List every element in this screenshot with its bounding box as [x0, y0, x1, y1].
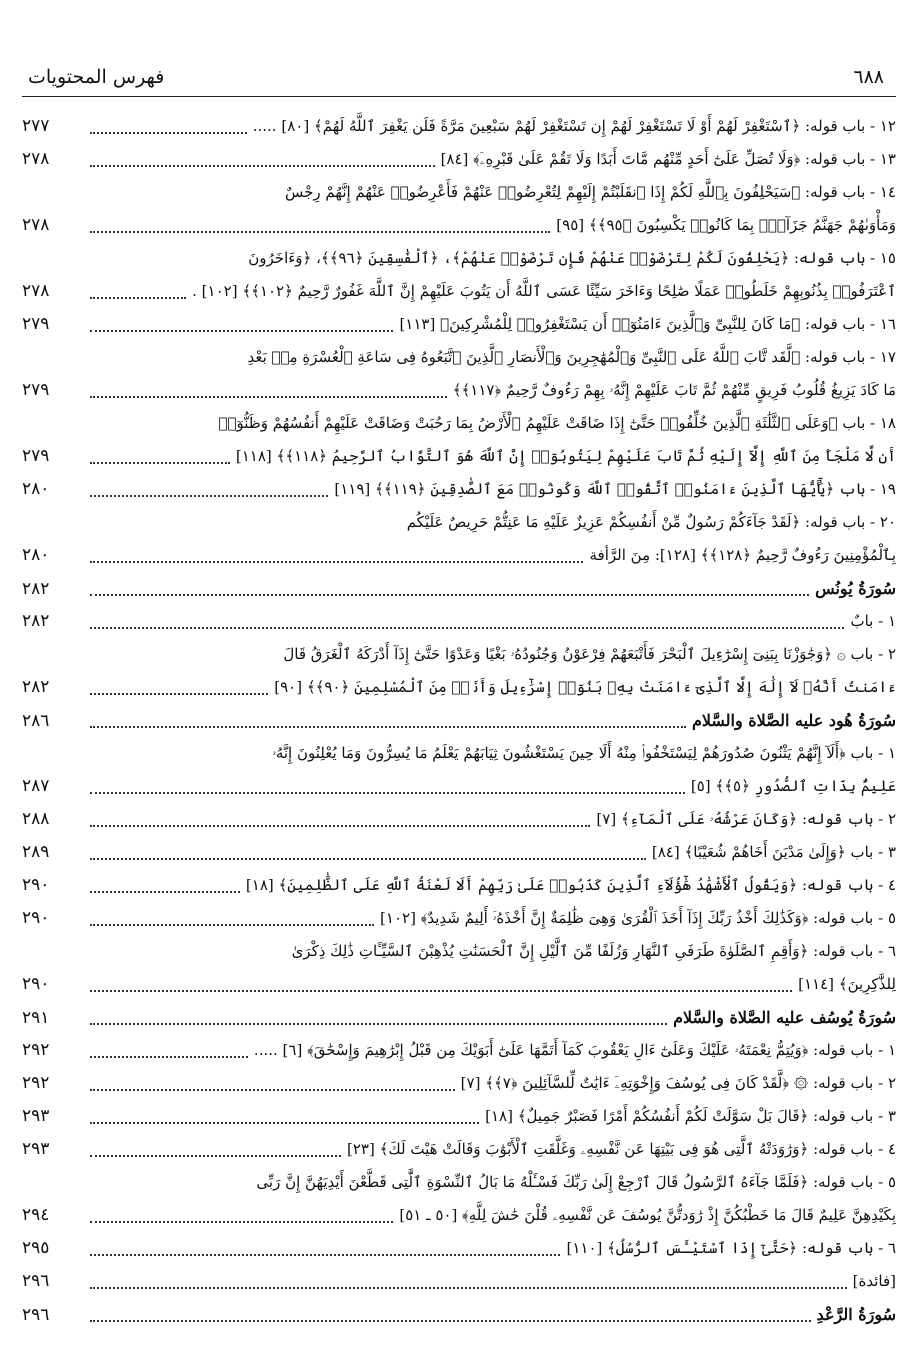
toc-line-text: ١٧ - باب قوله: ﴿لَّقَد تَّابَ ٱللَّهُ عَلَى ٱلنَّبِىِّ وَٱلْمُهَٰجِرِينَ وَٱلْأَنصَارِ ٱلَّذِينَ ٱتَّبَعُوهُ فِى سَاعَةِ ٱلْعُسْرَةِ مِنۢ بَعْدِ — [247, 348, 896, 366]
toc-line — [22, 1001, 896, 1034]
toc-page-number: ٢٧٩ — [22, 380, 50, 400]
dot-leader — [90, 1023, 667, 1025]
dot-leader — [90, 330, 393, 332]
toc-line-text: ٣ - باب ﴿وَإِلَىٰ مَدْيَنَ أَخَاهُمْ شُعَيْبًا﴾ [٨٤] — [651, 843, 896, 861]
toc-line — [22, 869, 896, 902]
dot-leader — [90, 396, 447, 398]
toc-entry — [22, 803, 896, 836]
toc-line-text: ١ - باب ﴿أَلَآ إِنَّهُمْ يَثْنُونَ صُدُورَهُمْ لِيَسْتَخْفُوا۟ مِنْهُ أَلَا حِينَ يَسْتَغْشُونَ ثِيَابَهُمْ يَعْلَمُ مَا يُسِرُّونَ وَمَا يُعْلِنُونَ إِنَّهُۥ — [272, 744, 896, 762]
dot-leader — [90, 165, 435, 167]
dot-leader — [90, 594, 809, 596]
toc-entry — [22, 1100, 896, 1133]
dot-leader — [90, 1056, 248, 1058]
toc-sura-heading — [22, 704, 896, 737]
toc-entry — [22, 638, 896, 704]
toc-line-text: سُورَةُ هُود عليه الصَّلاة والسَّلام — [691, 711, 896, 730]
toc-line-text: بِٱلْمُؤْمِنِينَ رَءُوفٌ رَّحِيمٌ ﴿١٢٨﴾﴾ [١٢٨]: مِنَ الرَّأفة — [589, 546, 896, 564]
toc-line — [22, 242, 896, 275]
toc-entry — [22, 869, 896, 902]
toc-line-text: عَلِيمٌۢ بِذَاتِ ٱلصُّدُورِ ﴿٥﴾﴾ [٥] — [690, 777, 896, 795]
dot-leader — [90, 561, 583, 563]
toc-page-number: ٢٨٩ — [22, 842, 50, 862]
toc-line-text: سُورَةُ يُوسُف عليه الصَّلاة والسَّلام — [673, 1008, 896, 1027]
toc-entry — [22, 836, 896, 869]
toc-line — [22, 671, 896, 704]
toc-line-text: ٥ - باب قوله: ﴿فَلَمَّا جَآءَهُ ٱلرَّسُولُ قَالَ ٱرْجِعْ إِلَىٰ رَبِّكَ فَسْـَٔلْهُ مَا بَالُ ٱلنِّسْوَةِ ٱلَّٰتِى قَطَّعْنَ أَيْدِيَهُنَّ إِنَّ رَبِّى — [256, 1173, 896, 1191]
dot-leader — [90, 726, 686, 728]
running-title: فهرس المحتويات — [28, 66, 165, 88]
dot-leader — [90, 924, 374, 926]
dot-leader — [90, 495, 328, 497]
toc-line — [22, 308, 896, 341]
toc-line — [22, 803, 896, 836]
toc-line — [22, 704, 896, 737]
dot-leader — [90, 1287, 847, 1289]
toc-page-number: ٢٩٠ — [22, 875, 50, 895]
dot-leader — [90, 1320, 811, 1322]
toc-line-text: سُورَةُ الرَّعْدِ — [816, 1305, 896, 1324]
toc-line — [22, 836, 896, 869]
dot-leader — [90, 891, 240, 893]
toc-page-number: ٢٩٢ — [22, 1040, 50, 1060]
toc-line — [22, 275, 896, 308]
toc-line-text: ٢٠ - باب قوله: ﴿لَقَدْ جَآءَكُمْ رَسُولٌ مِّنْ أَنفُسِكُمْ عَزِيزٌ عَلَيْهِ مَا عَنِتُّمْ حَرِيصٌ عَلَيْكُم — [406, 513, 896, 531]
toc-entry — [22, 506, 896, 572]
toc-line-text: سُورَةُ يُونُس — [815, 579, 896, 598]
dot-leader — [90, 1254, 560, 1256]
dot-leader — [90, 297, 186, 299]
toc-line — [22, 737, 896, 770]
dot-leader — [90, 792, 685, 794]
toc-line — [22, 605, 896, 638]
toc-entry — [22, 737, 896, 803]
toc-line-text: ١٩ - باب ﴿يَٰٓأَيُّهَا ٱلَّذِينَ ءَامَنُوا۟ ٱتَّقُوا۟ ٱللَّهَ وَكُونُوا۟ مَعَ ٱلصَّٰدِقِينَ ﴿١١٩﴾﴾ [١١٩] — [334, 480, 896, 498]
dot-leader — [90, 693, 268, 695]
toc-page-number: ٢٧٩ — [22, 314, 50, 334]
toc-page-number: ٢٧٩ — [22, 446, 50, 466]
toc-line-text: أَن لَّا مَلْجَأَ مِنَ ٱللَّهِ إِلَّآ إِلَيْهِ ثُمَّ تَابَ عَلَيْهِمْ لِيَتُوبُوٓا۟ إِنَّ ٱللَّهَ هُوَ ٱلتَّوَّابُ ٱلرَّحِيمُ ﴿١١٨﴾﴾ [١١٨] — [235, 447, 896, 465]
toc-page-number: ٢٩٤ — [22, 1205, 50, 1225]
dot-leader — [90, 990, 792, 992]
toc-line-text: ١ - بابٌ — [850, 612, 896, 630]
toc-line — [22, 374, 896, 407]
toc-line-text: ٤ - باب قوله: ﴿وَيَقُولُ ٱلْأَشْهَٰدُ هَٰٓؤُلَآءِ ٱلَّذِينَ كَذَبُوا۟ عَلَىٰ رَبِّهِمْ أَلَا لَعْنَةُ ٱللَّهِ عَلَى ٱلظَّٰلِمِينَ﴾ [١٨] — [245, 876, 896, 894]
toc-line — [22, 473, 896, 506]
toc-line — [22, 1067, 896, 1100]
toc-entry — [22, 1265, 896, 1298]
toc-entry — [22, 935, 896, 1001]
toc-page-number: ٢٧٨ — [22, 281, 50, 301]
toc-line-text: ١٦ - باب قوله: ﴿مَا كَانَ لِلنَّبِىِّ وَٱلَّذِينَ ءَامَنُوٓا۟ أَن يَسْتَغْفِرُوا۟ لِلْمُشْرِكِينَ﴾ [١١٣] — [399, 315, 896, 333]
table-of-contents — [22, 110, 896, 1331]
toc-line — [22, 1133, 896, 1166]
toc-page-number: ٢٧٨ — [22, 215, 50, 235]
toc-page-number: ٢٩٠ — [22, 908, 50, 928]
toc-page-number: ٢٨٢ — [22, 611, 50, 631]
toc-page-number: ٢٨٧ — [22, 776, 50, 796]
dot-leader — [90, 231, 550, 233]
toc-entry — [22, 176, 896, 242]
toc-page-number: ٢٩١ — [22, 1008, 50, 1028]
toc-sura-heading — [22, 1298, 896, 1331]
toc-line-text: ٦ - باب قوله: ﴿وَأَقِمِ ٱلصَّلَوٰةَ طَرَفَىِ ٱلنَّهَارِ وَزُلَفًا مِّنَ ٱلَّيْلِ إِنَّ ٱلْحَسَنَٰتِ يُذْهِبْنَ ٱلسَّيِّـَٔاتِ ذَٰلِكَ ذِكْرَىٰ — [291, 942, 896, 960]
toc-page-number: ٢٨٢ — [22, 579, 50, 599]
toc-page-number: ٢٨٠ — [22, 545, 50, 565]
toc-entry — [22, 110, 896, 143]
toc-page-number: ٢٩٦ — [22, 1271, 50, 1291]
toc-line — [22, 1298, 896, 1331]
toc-line-text: ءَامَنتُ أَنَّهُۥ لَآ إِلَٰهَ إِلَّا ٱلَّذِىٓ ءَامَنَتْ بِهِۦ بَنُوٓا۟ إِسْرَٰٓءِيلَ وَأَنَا۠ مِنَ ٱلْمُسْلِمِينَ ﴿٩٠﴾﴾ [٩٠] — [274, 678, 896, 696]
toc-entry — [22, 1034, 896, 1067]
toc-line — [22, 1100, 896, 1133]
toc-line-text: ٣ - باب قوله: ﴿قَالَ بَلْ سَوَّلَتْ لَكُمْ أَنفُسُكُمْ أَمْرًا فَصَبْرٌ جَمِيلٌ﴾ [١٨] — [485, 1107, 896, 1125]
toc-line-text: ١ - باب قوله: ﴿وَيُتِمُّ نِعْمَتَهُۥ عَلَيْكَ وَعَلَىٰٓ ءَالِ يَعْقُوبَ كَمَآ أَتَمَّهَا عَلَىٰٓ أَبَوَيْكَ مِن قَبْلُ إِبْرَٰهِيمَ وَإِسْحَٰقَ﴾ [٦] ..... — [253, 1041, 896, 1059]
toc-line-text: ١٤ - باب قوله: ﴿سَيَحْلِفُونَ بِٱللَّهِ لَكُمْ إِذَا ٱنقَلَبْتُمْ إِلَيْهِمْ لِتُعْرِضُوا۟ عَنْهُمْ فَأَعْرِضُوا۟ عَنْهُمْ إِنَّهُمْ رِجْسٌ — [285, 183, 896, 201]
toc-line-text: ١٣ - باب قوله: ﴿وَلَا تُصَلِّ عَلَىٰٓ أَحَدٍ مِّنْهُم مَّاتَ أَبَدًا وَلَا تَقُمْ عَلَىٰ قَبْرِهِۦٓ﴾ [٨٤] — [440, 150, 896, 168]
toc-entry — [22, 341, 896, 407]
toc-line-text: ٥ - باب قوله: ﴿وَكَذَٰلِكَ أَخْذُ رَبِّكَ إِذَآ أَخَذَ ٱلْقُرَىٰ وَهِىَ ظَٰلِمَةٌ إِنَّ أَخْذَهُۥٓ أَلِيمٌ شَدِيدٌ﴾ [١٠٢] — [380, 909, 896, 927]
toc-line — [22, 770, 896, 803]
toc-line — [22, 143, 896, 176]
dot-leader — [90, 858, 646, 860]
toc-line — [22, 572, 896, 605]
toc-line — [22, 440, 896, 473]
toc-page-number: ٢٧٧ — [22, 116, 50, 136]
toc-line-text: ١٢ - باب قوله: ﴿ٱسْتَغْفِرْ لَهُمْ أَوْ لَا تَسْتَغْفِرْ لَهُمْ إِن تَسْتَغْفِرْ لَهُمْ سَبْعِينَ مَرَّةً فَلَن يَغْفِرَ ٱللَّهُ لَهُمْ﴾ [٨٠] ..... — [252, 117, 896, 135]
toc-line-text: ٤ - باب قوله: ﴿وَرَٰوَدَتْهُ ٱلَّتِى هُوَ فِى بَيْتِهَا عَن نَّفْسِهِۦ وَغَلَّقَتِ ٱلْأَبْوَٰبَ وَقَالَتْ هَيْتَ لَكَ﴾ [٢٣] — [346, 1140, 896, 1158]
toc-line — [22, 506, 896, 539]
page-header — [22, 64, 896, 97]
toc-line — [22, 1265, 896, 1298]
toc-page-number: ٢٩٦ — [22, 1305, 50, 1325]
toc-page-number: ٢٨٦ — [22, 711, 50, 731]
toc-entry — [22, 473, 896, 506]
toc-line-text: وَمَأْوَىٰهُمْ جَهَنَّمُ جَزَآءًۢ بِمَا كَانُوا۟ يَكْسِبُونَ ﴿٩٥﴾﴾ [٩٥] — [556, 216, 896, 234]
toc-page-number: ٢٧٨ — [22, 149, 50, 169]
dot-leader — [90, 627, 844, 629]
toc-line — [22, 638, 896, 671]
toc-line-text: بِكَيْدِهِنَّ عَلِيمٌ قَالَ مَا خَطْبُكُنَّ إِذْ رَٰوَدتُّنَّ يُوسُفَ عَن نَّفْسِهِۦ قُلْنَ حَٰشَ لِلَّهِ﴾ [٥٠ ـ ٥١] — [399, 1206, 896, 1224]
toc-page-number: ٢٨٠ — [22, 479, 50, 499]
toc-line — [22, 1034, 896, 1067]
toc-entry — [22, 605, 896, 638]
toc-page-number: ٢٩٣ — [22, 1106, 50, 1126]
toc-page-number: ٢٩٢ — [22, 1073, 50, 1093]
toc-line-text: ٢ - باب قوله: ۞ ﴿لَّقَدْ كَانَ فِى يُوسُفَ وَإِخْوَتِهِۦٓ ءَايَٰتٌ لِّلسَّآئِلِينَ ﴿٧﴾﴾ [٧] — [460, 1074, 896, 1092]
toc-line — [22, 968, 896, 1001]
toc-entry — [22, 143, 896, 176]
toc-sura-heading — [22, 1001, 896, 1034]
toc-entry — [22, 1166, 896, 1232]
toc-line — [22, 539, 896, 572]
toc-entry — [22, 308, 896, 341]
dot-leader — [90, 1122, 479, 1124]
toc-line-text: ٢ - باب ۞ ﴿وَجَٰوَزْنَا بِبَنِىٓ إِسْرَٰٓءِيلَ ٱلْبَحْرَ فَأَتْبَعَهُمْ فِرْعَوْنُ وَجُنُودُهُۥ بَغْيًا وَعَدْوًا حَتَّىٰٓ إِذَآ أَدْرَكَهُ ٱلْغَرَقُ قَالَ — [283, 645, 896, 663]
toc-entry — [22, 407, 896, 473]
dot-leader — [90, 1089, 455, 1091]
toc-line — [22, 110, 896, 143]
toc-line-text: [فائدة] — [852, 1272, 896, 1290]
toc-page-number: ٢٩٠ — [22, 974, 50, 994]
toc-line — [22, 407, 896, 440]
toc-page-number: ٢٩٥ — [22, 1238, 50, 1258]
toc-sura-heading — [22, 572, 896, 605]
toc-page-number: ٢٩٣ — [22, 1139, 50, 1159]
dot-leader — [90, 462, 230, 464]
toc-page-number: ٢٨٨ — [22, 809, 50, 829]
toc-line-text: ١٥ - باب قوله: ﴿يَحْلِفُونَ لَكُمْ لِتَرْضَوْا۟ عَنْهُمْ فَإِن تَرْضَوْا۟ عَنْهُمْ﴾، ﴿ٱلْفَٰسِقِينَ ﴿٩٦﴾﴾، ﴿وَءَاخَرُونَ — [248, 249, 896, 267]
toc-line-text: ٦ - باب قوله: ﴿حَتَّىٰٓ إِذَا ٱسْتَيْـَٔسَ ٱلرُّسُلُ﴾ [١١٠] — [566, 1239, 896, 1257]
toc-line — [22, 1199, 896, 1232]
toc-line — [22, 1232, 896, 1265]
toc-line-text: لِلذَّٰكِرِينَ﴾ [١١٤] — [798, 975, 896, 993]
toc-entry — [22, 902, 896, 935]
toc-line — [22, 209, 896, 242]
dot-leader — [90, 1221, 393, 1223]
toc-line-text: ٢ - باب قوله: ﴿وَكَانَ عَرْشُهُۥ عَلَى ٱلْمَآءِ﴾ [٧] — [596, 810, 896, 828]
toc-line — [22, 176, 896, 209]
toc-entry — [22, 242, 896, 308]
toc-entry — [22, 1232, 896, 1265]
toc-page-number: ٢٨٢ — [22, 677, 50, 697]
toc-entry — [22, 1067, 896, 1100]
toc-line-text: مَا كَادَ يَزِيغُ قُلُوبُ فَرِيقٍ مِّنْهُمْ ثُمَّ تَابَ عَلَيْهِمْ إِنَّهُۥ بِهِمْ رَءُوفٌ رَّحِيمٌ ﴿١١٧﴾﴾ — [452, 381, 896, 399]
toc-line — [22, 341, 896, 374]
toc-line-text: ١٨ - باب ﴿وَعَلَى ٱلثَّلَٰثَةِ ٱلَّذِينَ خُلِّفُوا۟ حَتَّىٰٓ إِذَا ضَاقَتْ عَلَيْهِمُ ٱلْأَرْضُ بِمَا رَحُبَتْ وَضَاقَتْ عَلَيْهِمْ أَنفُسُهُمْ وَظَنُّوٓا۟ — [218, 414, 896, 432]
toc-line — [22, 1166, 896, 1199]
toc-line-text: ٱعْتَرَفُوا۟ بِذُنُوبِهِمْ خَلَطُوا۟ عَمَلًا صَٰلِحًا وَءَاخَرَ سَيِّئًا عَسَى ٱللَّهُ أَن يَتُوبَ عَلَيْهِمْ إِنَّ ٱللَّهَ غَفُورٌ رَّحِيمٌ ﴿١٠٢﴾﴾ [١٠٢] . — [192, 282, 896, 300]
dot-leader — [90, 825, 590, 827]
toc-line — [22, 902, 896, 935]
dot-leader — [90, 1155, 341, 1157]
toc-entry — [22, 1133, 896, 1166]
dot-leader — [90, 132, 247, 134]
page-number: ٦٨٨ — [853, 66, 884, 88]
toc-line — [22, 935, 896, 968]
